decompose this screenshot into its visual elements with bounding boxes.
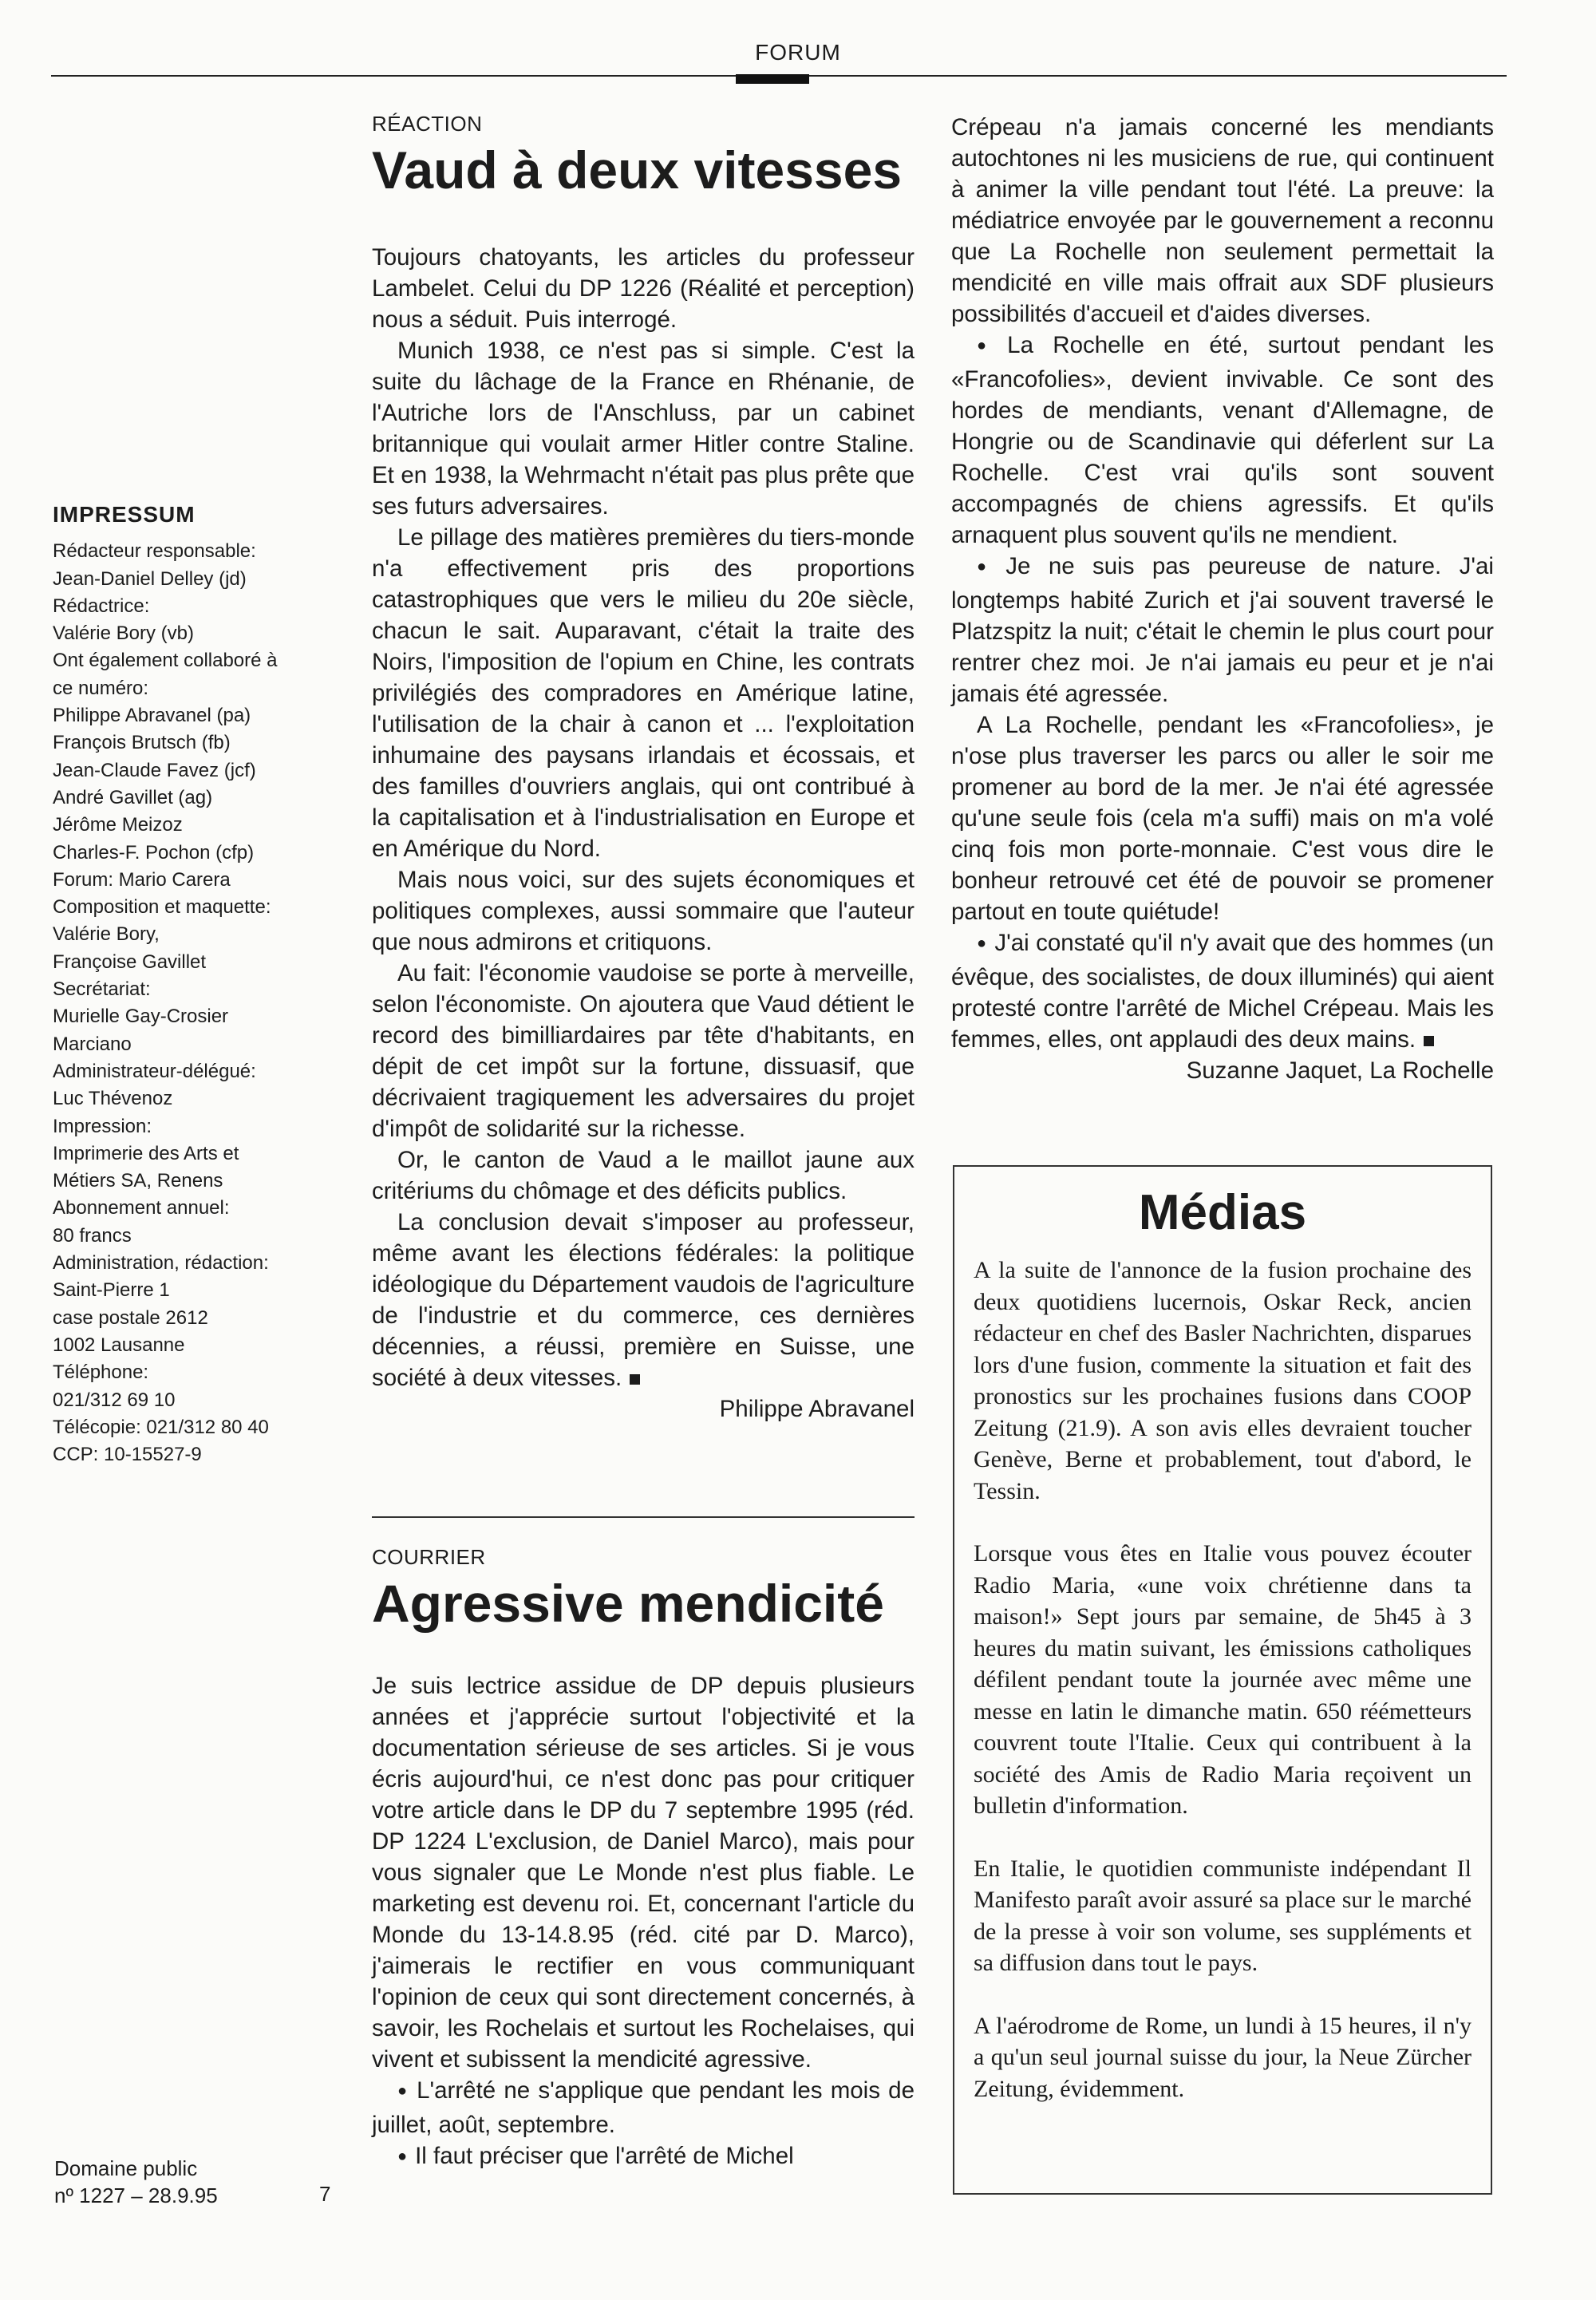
impressum-line: Philippe Abravanel (pa) [53, 705, 251, 727]
impressum-line: Téléphone: [53, 1361, 149, 1384]
page-number: 7 [319, 2182, 331, 2206]
impressum-line: Valérie Bory, [53, 923, 160, 946]
impressum-line: 021/312 69 10 [53, 1389, 176, 1411]
article-bullet: ● Il faut préciser que l'arrêté de Michel [372, 2140, 915, 2175]
article-bullet: ● L'arrêté ne s'applique que pendant les mois de juillet, août, septembre. [372, 2075, 915, 2140]
impressum-line: Métiers SA, Renens [53, 1170, 223, 1192]
article-bullet: ● La Rochelle en été, surtout pendant les «Francofolies», devient invivable. Ce sont des hordes de mendiants, venant d'Allemagne, de Hongrie ou de Scandinavie qui déferlent sur La Rochelle. C'est vrai qu'ils sont souvent accompagnés de chiens agressifs. Et qu'ils arnaquent plus souvent qu'ils ne mendient. [951, 330, 1494, 551]
end-mark [630, 1374, 640, 1385]
impressum-lines [53, 538, 340, 1468]
medias-title: Médias [1138, 1185, 1307, 1240]
article-paragraph: Mais nous voici, sur des sujets économiques et politiques complexes, aussi sommaire que l'auteur que nous admirons et critiquons. [372, 867, 915, 955]
article-title: Agressive mendicité [372, 1574, 884, 1633]
article-paragraph: Toujours chatoyants, les articles du professeur Lambelet. Celui du DP 1226 (Réalité et perception) nous a séduit. Puis interrogé. [372, 244, 915, 333]
medias-paragraph: Lorsque vous êtes en Italie vous pouvez écouter Radio Maria, «une voix chrétienne dans ta maison!» Sept jours par semaine, de 5h45 à 3 heures du matin suivant, les émissions catholiques défilent pendant toute la journée avec même une messe en latin le dimanche matin. 650 réémetteurs couvrent toute l'Italie. Ceux qui contribuent à la société des Amis de Radio Maria reçoivent un bulletin d'information. [974, 1540, 1472, 1819]
impressum-line: Administrateur-délégué: [53, 1060, 256, 1082]
article-title: Vaud à deux vitesses [372, 140, 903, 200]
impressum-line: Télécopie: 021/312 80 40 [53, 1416, 269, 1438]
impressum-line: 1002 Lausanne [53, 1334, 185, 1356]
article-body [372, 242, 915, 1425]
impressum-line: Composition et maquette: [53, 896, 271, 919]
impressum-title: IMPRESSUM [53, 502, 196, 527]
impressum-line: 80 francs [53, 1224, 132, 1247]
impressum-line: Impression: [53, 1115, 152, 1137]
impressum-line: Saint-Pierre 1 [53, 1279, 170, 1302]
impressum-line: Administration, rédaction: [53, 1252, 269, 1274]
impressum-line: Jean-Claude Favez (jcf) [53, 759, 256, 781]
section-divider [372, 1516, 915, 1518]
footer-publication: Domaine public [54, 2156, 198, 2180]
impressum-line: Marciano [53, 1033, 132, 1055]
article-paragraph: Au fait: l'économie vaudoise se porte à merveille, selon l'économiste. On ajoutera que Vaud détient le record des bimilliardaires par tête d'habitants, en dépit de cet impôt sur la fortune, dissuasif, que décrivaient tragiquement les adversaires du projet d'impôt de solidarité sur la richesse. [372, 960, 915, 1142]
article-paragraph: Or, le canton de Vaud a le maillot jaune aux critériums du chômage et des déficits publics. [372, 1147, 915, 1204]
impressum-line: Imprimerie des Arts et [53, 1142, 239, 1164]
section-label: FORUM [755, 40, 841, 65]
article-body [372, 1670, 915, 2175]
article-paragraph-text: J'ai constaté qu'il n'y avait que des hommes (un évêque, des socialistes, de doux illuminés) qui aient protesté contre l'arrêté de Michel Crépeau. Mais les femmes, elles, ont applaudi des deux mains. [951, 930, 1494, 1053]
impressum-line: CCP: 10-15527-9 [53, 1444, 202, 1466]
impressum-line: case postale 2612 [53, 1306, 208, 1329]
article-courrier-continued [951, 112, 1494, 1086]
article-signature: Philippe Abravanel [719, 1396, 915, 1422]
impressum-line: Rédactrice: [53, 595, 150, 617]
article-kicker: RÉACTION [372, 112, 483, 136]
medias-paragraph: A la suite de l'annonce de la fusion prochaine des deux quotidiens lucernois, Oskar Reck, ancien rédacteur en chef des Basler Nachrichten, disparues lors d'une fusion, commente la situation et fait des pronostics sur les prochaines fusions dans COOP Zeitung (21.9). A son avis elles devraient toucher Genève, Berne et probablement, tout d'abord, le Tessin. [974, 1257, 1472, 1504]
article-paragraph: A La Rochelle, pendant les «Francofolies», je n'ose plus traverser les parcs ou aller le soir me promener au bord de la mer. Je n'ai été agressée qu'une seule fois (cela m'a suffi) mais on m'a volé cinq fois mon porte-monnaie. C'est vous dire le bonheur retrouvé cet été de pouvoir se promener partout en toute quiétude! [951, 712, 1494, 925]
medias-paragraph: A l'aérodrome de Rome, un lundi à 15 heures, il n'y a qu'un seul journal suisse du jour, la Neue Zürcher Zeitung, évidemment. [974, 2012, 1472, 2102]
article-bullet: ● Je ne suis pas peureuse de nature. J'ai longtemps habité Zurich et j'ai souvent traversé le Platzspitz la nuit; c'était le chemin le plus court pour rentrer chez moi. Je n'ai jamais eu peur et je n'ai jamais été agressée. [951, 551, 1494, 709]
impressum-line: André Gavillet (ag) [53, 786, 213, 808]
impressum-line: Forum: Mario Carera [53, 868, 231, 891]
impressum-line: Jean-Daniel Delley (jd) [53, 567, 247, 590]
article-paragraph-text: La conclusion devait s'imposer au professeur, même avant les élections fédérales: la politique idéologique du Département vaudois de l'agriculture de l'industrie et du commerce, ces dernières décennies, a réussi, première en Suisse, une société à deux vitesses. [372, 1209, 915, 1391]
impressum-line: Rédacteur responsable: [53, 540, 256, 563]
article-courrier [372, 1545, 915, 2175]
impressum-line: Valérie Bory (vb) [53, 622, 194, 645]
article-paragraph: Je suis lectrice assidue de DP depuis plusieurs années et j'apprécie surtout l'objectivité et la documentation sérieuse de ses articles. Si je vous écris aujourd'hui, ce n'est donc pas pour critiquer votre article dans le DP du 7 septembre 1995 (réd. DP 1224 L'exclusion, de Daniel Marco), mais pour vous signaler que Le Monde n'est plus fiable. Le marketing est devenu roi. Et, concernant l'article du Monde du 13-14.8.95 (réd. cité par D. Marco), j'aimerais le rectifier en vous communiquant l'opinion de ceux qui sont directement concernés, à savoir, les Rochelais et surtout les Rochelaises, qui vivent et subissent la mendicité agressive. [372, 1673, 915, 2073]
medias-body [974, 1255, 1472, 2104]
article-paragraph: Munich 1938, ce n'est pas si simple. C'est la suite du lâchage de la France en Rhénanie, de l'Autriche lors de l'Anschluss, par un cabinet britannique qui voulait armer Hitler contre Staline. Et en 1938, la Wehrmacht n'était pas plus prête que ses futurs adversaires. [372, 338, 915, 520]
impressum-line: Jérôme Meizoz [53, 814, 183, 836]
impressum [53, 501, 340, 1468]
article-paragraph: Le pillage des matières premières du tiers-monde n'a effectivement pris des proportions catastrophiques que vers le milieu du 20e siècle, chacun le sait. Auparavant, c'était la traite des Noirs, l'imposition de l'opium en Chine, les contrats privilégiés des compradores en Amérique latine, l'utilisation de la chair à canon et ... l'exploitation inhumaine des paysans irlandais et écossais, et des familles d'ouvriers anglais, qui ont contribué à la capitalisation et à l'industrialisation en Europe et en Amérique du Nord. [372, 524, 915, 862]
impressum-line: Luc Thévenoz [53, 1088, 173, 1110]
impressum-line: Ont également collaboré à [53, 650, 278, 672]
impressum-line: Charles-F. Pochon (cfp) [53, 841, 255, 863]
impressum-line: ce numéro: [53, 677, 149, 699]
medias-box [953, 1165, 1492, 2195]
article-reaction [372, 112, 915, 1425]
impressum-line: Secrétariat: [53, 978, 151, 1001]
article-signature: Suzanne Jaquet, La Rochelle [1186, 1057, 1494, 1084]
article-body [951, 112, 1494, 1086]
article-kicker: COURRIER [372, 1545, 486, 1569]
impressum-line: François Brutsch (fb) [53, 732, 231, 754]
impressum-line: Françoise Gavillet [53, 950, 207, 973]
footer-issue-number: nº 1227 – 28.9.95 [54, 2183, 218, 2207]
footer-issue [54, 2155, 294, 2209]
article-bullet [951, 927, 1494, 1055]
medias-paragraph: En Italie, le quotidien communiste indépendant Il Manifesto paraît avoir assuré sa place sur le marché de la presse à voir son volume, ses suppléments et sa diffusion dans tout le pays. [974, 1855, 1472, 1976]
impressum-line: Abonnement annuel: [53, 1197, 230, 1219]
impressum-line: Murielle Gay-Crosier [53, 1006, 229, 1028]
article-paragraph: Crépeau n'a jamais concerné les mendiants autochtones ni les musiciens de rue, qui continuent à animer la ville pendant tout l'été. La preuve: la médiatrice envoyée par le gouvernement a reconnu que La Rochelle non seulement permettait la mendicité en ville mais offrait aux SDF plusieurs possibilités d'accueil et d'aides diverses. [951, 114, 1494, 327]
article-paragraph [372, 1207, 915, 1393]
header-tab-marker [736, 74, 809, 84]
end-mark [1424, 1036, 1434, 1046]
